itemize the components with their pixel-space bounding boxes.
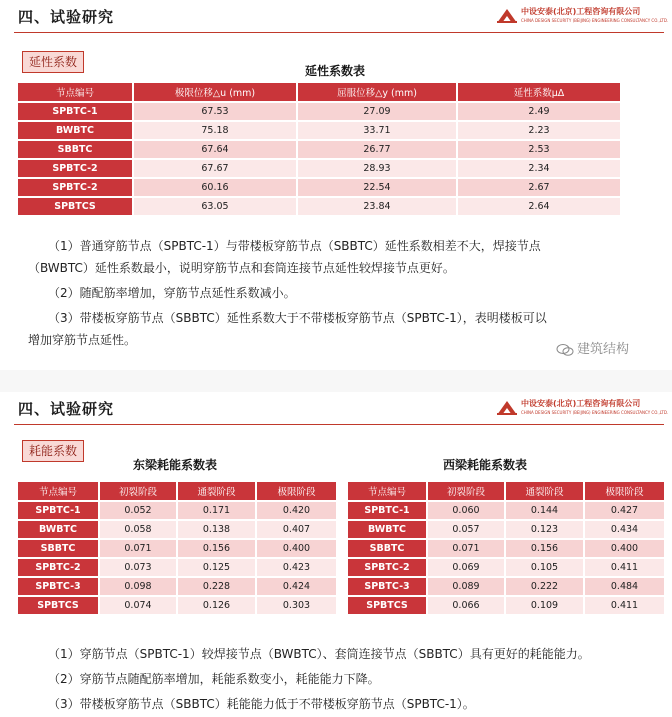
table-header-row	[18, 83, 620, 101]
node-id-cell: SPBTC-2	[18, 179, 134, 196]
node-id-cell: SPBTC-2	[348, 559, 428, 576]
node-id-cell: SBBTC	[348, 540, 428, 557]
column-header: 节点编号	[18, 83, 134, 101]
value-cell: 0.228	[178, 578, 257, 595]
value-cell: 0.427	[585, 502, 664, 519]
table-row	[18, 122, 620, 139]
logo-company-name: 中设安泰(北京)工程咨询有限公司	[521, 399, 641, 408]
node-id-cell: SPBTC-3	[18, 578, 100, 595]
column-header: 初裂阶段	[428, 482, 506, 500]
table-row	[348, 502, 664, 519]
table-header-row	[348, 482, 664, 500]
value-cell: 0.420	[257, 502, 336, 519]
logo-company-name: 中设安泰(北京)工程咨询有限公司	[521, 7, 641, 16]
table-title: 延性系数表	[304, 64, 365, 78]
value-cell: 0.069	[428, 559, 506, 576]
ductility-table	[18, 81, 620, 217]
node-id-cell: SPBTCS	[18, 597, 100, 614]
value-cell: 67.64	[134, 141, 298, 158]
value-cell: 0.424	[257, 578, 336, 595]
note-line: （3）带楼板穿筋节点（SBBTC）延性系数大于不带楼板穿筋节点（SPBTC-1），表明楼板可以	[48, 311, 547, 325]
value-cell: 23.84	[298, 198, 458, 215]
value-cell: 0.071	[428, 540, 506, 557]
value-cell: 0.073	[100, 559, 178, 576]
note-line: 增加穿筋节点延性。	[28, 333, 137, 347]
node-id-cell: SPBTCS	[348, 597, 428, 614]
watermark-text: 建筑结构	[577, 342, 630, 357]
node-id-cell: SPBTC-2	[18, 559, 100, 576]
east-energy-table	[18, 480, 336, 616]
node-id-cell: SBBTC	[18, 540, 100, 557]
west-table-title: 西梁耗能系数表	[442, 458, 527, 472]
table-row	[18, 559, 336, 576]
value-cell: 2.67	[458, 179, 620, 196]
value-cell: 60.16	[134, 179, 298, 196]
value-cell: 22.54	[298, 179, 458, 196]
value-cell: 0.098	[100, 578, 178, 595]
company-logo	[497, 5, 667, 29]
value-cell: 63.05	[134, 198, 298, 215]
value-cell: 2.34	[458, 160, 620, 177]
node-id-cell: SPBTC-1	[18, 103, 134, 120]
table-row	[18, 540, 336, 557]
value-cell: 0.057	[428, 521, 506, 538]
value-cell: 0.066	[428, 597, 506, 614]
value-cell: 0.089	[428, 578, 506, 595]
table-row	[348, 559, 664, 576]
ductility-notes	[28, 235, 658, 351]
value-cell: 2.49	[458, 103, 620, 120]
table-row	[348, 540, 664, 557]
logo-mark-icon	[497, 7, 517, 23]
column-header: 极限阶段	[257, 482, 336, 500]
value-cell: 0.125	[178, 559, 257, 576]
value-cell: 0.434	[585, 521, 664, 538]
column-header: 通裂阶段	[178, 482, 257, 500]
value-cell: 0.138	[178, 521, 257, 538]
wechat-icon	[556, 344, 574, 356]
value-cell: 26.77	[298, 141, 458, 158]
slide-gap	[0, 370, 672, 392]
column-header: 极限阶段	[585, 482, 664, 500]
header-divider	[14, 424, 664, 425]
column-header: 节点编号	[348, 482, 428, 500]
energy-notes	[28, 642, 668, 717]
west-energy-table	[348, 480, 664, 616]
value-cell: 0.411	[585, 597, 664, 614]
column-header: 节点编号	[18, 482, 100, 500]
table-row	[18, 103, 620, 120]
value-cell: 0.126	[178, 597, 257, 614]
node-id-cell: BWBTC	[348, 521, 428, 538]
table-row	[18, 502, 336, 519]
table-row	[18, 160, 620, 177]
value-cell: 0.156	[506, 540, 585, 557]
slide-header	[0, 0, 672, 34]
table-row	[348, 521, 664, 538]
value-cell: 28.93	[298, 160, 458, 177]
value-cell: 0.400	[585, 540, 664, 557]
table-row	[348, 578, 664, 595]
value-cell: 0.303	[257, 597, 336, 614]
value-cell: 0.171	[178, 502, 257, 519]
value-cell: 0.144	[506, 502, 585, 519]
table-row	[348, 597, 664, 614]
value-cell: 0.123	[506, 521, 585, 538]
value-cell: 67.67	[134, 160, 298, 177]
table-row	[18, 198, 620, 215]
node-id-cell: SBBTC	[18, 141, 134, 158]
section-badge: 耗能系数	[22, 440, 84, 462]
table-row	[18, 179, 620, 196]
value-cell: 0.484	[585, 578, 664, 595]
value-cell: 75.18	[134, 122, 298, 139]
table-row	[18, 597, 336, 614]
value-cell: 0.156	[178, 540, 257, 557]
logo-company-name-en: CHINA DESIGN SECURITY (BEIJING) ENGINEERING CONSULTANCY CO.,LTD.	[521, 410, 669, 415]
value-cell: 0.058	[100, 521, 178, 538]
node-id-cell: SPBTC-2	[18, 160, 134, 177]
company-logo	[497, 397, 667, 421]
value-cell: 0.411	[585, 559, 664, 576]
slide-energy	[0, 392, 672, 717]
node-id-cell: SPBTC-3	[348, 578, 428, 595]
value-cell: 2.64	[458, 198, 620, 215]
table-header-row	[18, 482, 336, 500]
value-cell: 33.71	[298, 122, 458, 139]
column-header: 极限位移△u (mm)	[134, 83, 298, 101]
value-cell: 0.060	[428, 502, 506, 519]
node-id-cell: BWBTC	[18, 521, 100, 538]
east-table-title: 东梁耗能系数表	[132, 458, 217, 472]
logo-company-name-en: CHINA DESIGN SECURITY (BEIJING) ENGINEERING CONSULTANCY CO.,LTD.	[521, 18, 669, 23]
column-header: 屈服位移△y (mm)	[298, 83, 458, 101]
node-id-cell: BWBTC	[18, 122, 134, 139]
watermark	[556, 338, 629, 357]
value-cell: 0.071	[100, 540, 178, 557]
note-line: （BWBTC）延性系数最小，说明穿筋节点和套筒连接节点延性较焊接节点更好。	[28, 261, 455, 275]
value-cell: 27.09	[298, 103, 458, 120]
column-header: 通裂阶段	[506, 482, 585, 500]
section-badge: 延性系数	[22, 51, 84, 73]
note-line: （2）随配筋率增加，穿筋节点延性系数减小。	[48, 286, 296, 300]
section-title: 四、试验研究	[18, 8, 115, 26]
note-line: （1）穿筋节点（SPBTC-1）较焊接节点（BWBTC）、套筒连接节点（SBBTC）具有更好的耗能能力。	[48, 647, 590, 661]
logo-mark-icon	[497, 399, 517, 415]
value-cell: 2.53	[458, 141, 620, 158]
table-row	[18, 521, 336, 538]
header-divider	[14, 32, 664, 33]
note-line: （1）普通穿筋节点（SPBTC-1）与带楼板穿筋节点（SBBTC）延性系数相差不大，焊接节点	[48, 239, 541, 253]
note-line: （3）带楼板穿筋节点（SBBTC）耗能能力低于不带楼板穿筋节点（SPBTC-1）。	[48, 697, 475, 711]
slide-header	[0, 392, 672, 426]
section-title: 四、试验研究	[18, 400, 115, 418]
value-cell: 2.23	[458, 122, 620, 139]
table-row	[18, 578, 336, 595]
value-cell: 0.109	[506, 597, 585, 614]
column-header: 延性系数μΔ	[458, 83, 620, 101]
node-id-cell: SPBTC-1	[348, 502, 428, 519]
table-row	[18, 141, 620, 158]
value-cell: 0.074	[100, 597, 178, 614]
value-cell: 67.53	[134, 103, 298, 120]
value-cell: 0.407	[257, 521, 336, 538]
value-cell: 0.400	[257, 540, 336, 557]
value-cell: 0.423	[257, 559, 336, 576]
value-cell: 0.222	[506, 578, 585, 595]
value-cell: 0.105	[506, 559, 585, 576]
node-id-cell: SPBTC-1	[18, 502, 100, 519]
note-line: （2）穿筋节点随配筋率增加，耗能系数变小，耗能能力下降。	[48, 672, 380, 686]
value-cell: 0.052	[100, 502, 178, 519]
node-id-cell: SPBTCS	[18, 198, 134, 215]
column-header: 初裂阶段	[100, 482, 178, 500]
